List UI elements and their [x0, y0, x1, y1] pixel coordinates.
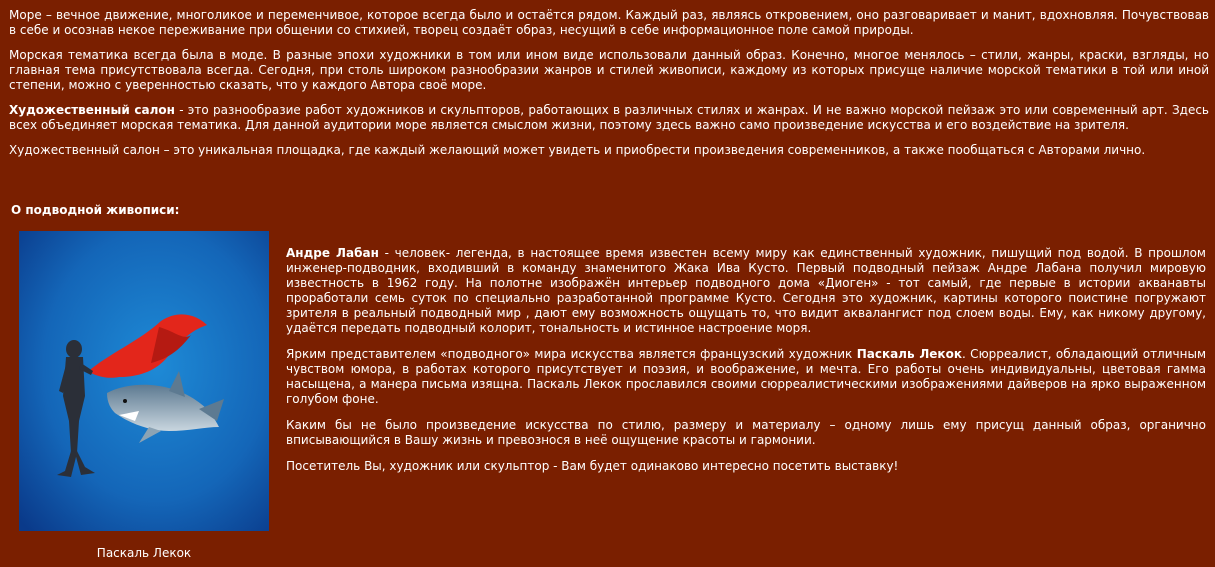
artist-name: Андре Лабан — [286, 246, 379, 260]
intro-paragraph: Море – вечное движение, многоликое и переменчивое, которое всегда было и остаётся рядом. Каждый раз, являясь откровением, оно разговаривает и манит, вдохновляя. Почувствовав в себе и осознав некое переживание при общении со стихией, творец создаёт образ, несущий в себе информационное поле самой природы. — [9, 8, 1209, 37]
article-paragraph — [286, 246, 1206, 336]
intro-paragraph: Художественный салон – это уникальная площадка, где каждый желающий может увидеть и приобрести произведения современников, а также пообщаться с Авторами лично. — [9, 143, 1146, 157]
article-text — [286, 246, 1206, 485]
article-paragraph-text: - человек- легенда, в настоящее время известен всему миру как единственный художник, пишущий под водой. В прошлом инженер-подводник, входивший в команду знаменитого Жака Ива Кусто. Первый подводный пейзаж Андре Лабана получил мировую известность в 1962 году. На полотне изображён интерьер подводного дома «Диоген» - тот самый, где первые в истории акванавты проработали семь суток по специально разработанной программе Кусто. Сегодня это художник, картины которого поистине погружают зрителя в реальный подводный мир , дают ему возможность ощущать то, что видит аквалангист под слоем воды. Ему, как никому другому, удаётся передать подводный колорит, тональность и истинное настроение моря. — [286, 246, 1206, 335]
intro-text — [9, 8, 1209, 168]
article-paragraph-text: . Сюрреалист, обладающий отличным чувством юмора, в работах которого присутствует и поэзия, и воображение, и мечта. Его работы очень индивидуальны, цветовая гамма насыщена, а манера письма изящна. Паскаль Лекок прославился своими сюрреалистическими изображениями дайверов на ярко выраженном голубом фоне. — [286, 347, 1206, 406]
intro-paragraph: Морская тематика всегда была в моде. В разные эпохи художники в том или ином виде использовали данный образ. Конечно, многое менялось – стили, жанры, краски, взгляды, но главная тема присутствовала всегда. Сегодня, при столь широком разнообразии жанров и стилей живописи, каждому из которых присуще наличие морской тематики в той или иной степени, можно с уверенностью сказать, что у каждого Автора своё море. — [9, 48, 1209, 92]
article-paragraph — [286, 347, 1206, 407]
article-paragraph: Посетитель Вы, художник или скульптор - Вам будет одинаково интересно посетить выставку! — [286, 459, 899, 473]
water-background — [19, 231, 269, 531]
diver-shark-painting — [19, 231, 269, 531]
painting-image — [19, 231, 269, 531]
image-caption: Паскаль Лекок — [96, 546, 192, 560]
article-paragraph: Каким бы не было произведение искусства по стилю, размеру и материалу – одному лишь ему присущ данный образ, органично вписывающийся в Вашу жизнь и превознося в неё ощущение красоты и гармонии. — [286, 418, 1206, 447]
artist-name: Паскаль Лекок — [856, 347, 962, 361]
section-title: О подводной живописи: — [11, 203, 180, 217]
intro-paragraph-text: - это разнообразие работ художников и скульпторов, работающих в различных стилях и жанрах. И не важно морской пейзаж это или современный арт. Здесь всех объединяет морская тематика. Для данной аудитории море является смыслом жизни, поэтому здесь важно само произведение искусства и его воздействие на зрителя. — [9, 103, 1210, 132]
article-paragraph-text: Ярким представителем «подводного» мира искусства является французский художник — [286, 347, 857, 361]
intro-paragraph — [9, 103, 1209, 133]
salon-title: Художественный салон — [9, 103, 175, 117]
